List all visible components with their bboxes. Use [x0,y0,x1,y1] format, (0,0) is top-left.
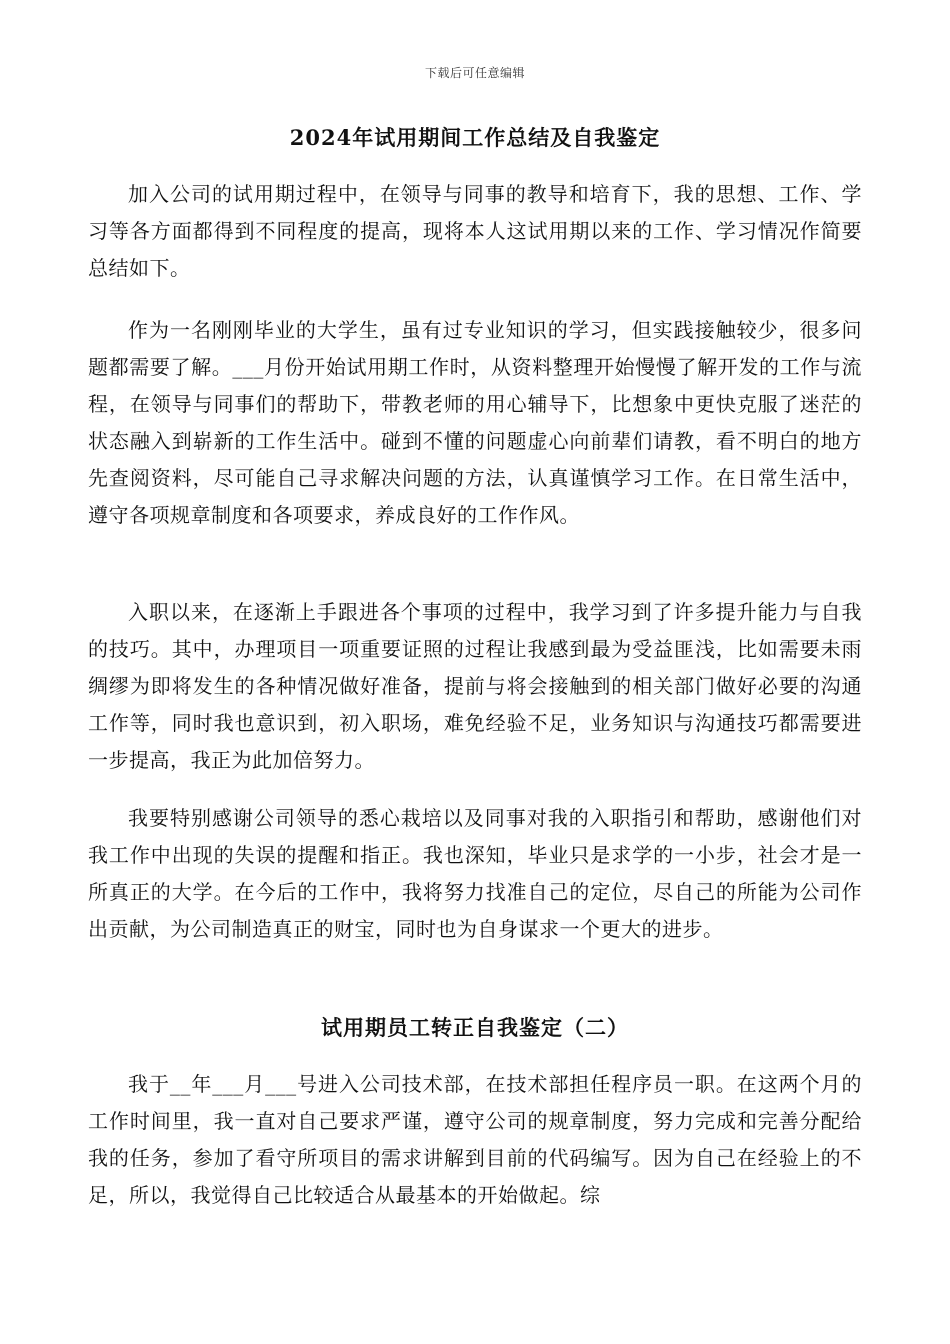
paragraph-intro: 加入公司的试用期过程中，在领导与同事的教导和培育下，我的思想、工作、学习等各方面都得到不同程度的提高，现将本人这试用期以来的工作、学习情况作简要总结如下。 [88,182,862,280]
document-title: 2024年试用期间工作总结及自我鉴定 [289,125,661,150]
page-header-note: 下载后可任意编辑 [424,66,525,80]
section-title: 试用期员工转正自我鉴定（二） [321,1015,629,1040]
paragraph-thanks: 我要特别感谢公司领导的悉心栽培以及同事对我的入职指引和帮助，感谢他们对我工作中出现的失误的提醒和指正。我也深知，毕业只是求学的一小步，社会才是一所真正的大学。在今后的工作中，我将努力找准自己的定位，尽自己的所能为公司作出贡献，为公司制造真正的财宝，同时也为自身谋求一个更大的进步。 [88,806,862,941]
paragraph-graduate: 作为一名刚刚毕业的大学生，虽有过专业知识的学习，但实践接触较少，很多问题都需要了解。___月份开始试用期工作时，从资料整理开始慢慢了解开发的工作与流程，在领导与同事们的帮助下，带教老师的用心辅导下，比想象中更快克服了迷茫的状态融入到崭新的工作生活中。碰到不懂的问题虚心向前辈们请教，看不明白的地方先查阅资料，尽可能自己寻求解决问题的方法，认真谨慎学习工作。在日常生活中，遵守各项规章制度和各项要求，养成良好的工作作风。 [88,318,862,527]
paragraph-section2-intro: 我于__年___月___号进入公司技术部，在技术部担任程序员一职。在这两个月的工作时间里，我一直对自己要求严谨，遵守公司的规章制度，努力完成和完善分配给我的任务，参加了看守所项目的需求讲解到目前的代码编写。因为自己在经验上的不足，所以，我觉得自己比较适合从最基本的开始做起。综 [88,1072,862,1207]
paragraph-onboarding: 入职以来，在逐渐上手跟进各个事项的过程中，我学习到了许多提升能力与自我的技巧。其中，办理项目一项重要证照的过程让我感到最为受益匪浅，比如需要未雨绸缪为即将发生的各种情况做好准备，提前与将会接触到的相关部门做好必要的沟通工作等，同时我也意识到，初入职场，难免经验不足，业务知识与沟通技巧都需要进一步提高，我正为此加倍努力。 [88,600,862,772]
